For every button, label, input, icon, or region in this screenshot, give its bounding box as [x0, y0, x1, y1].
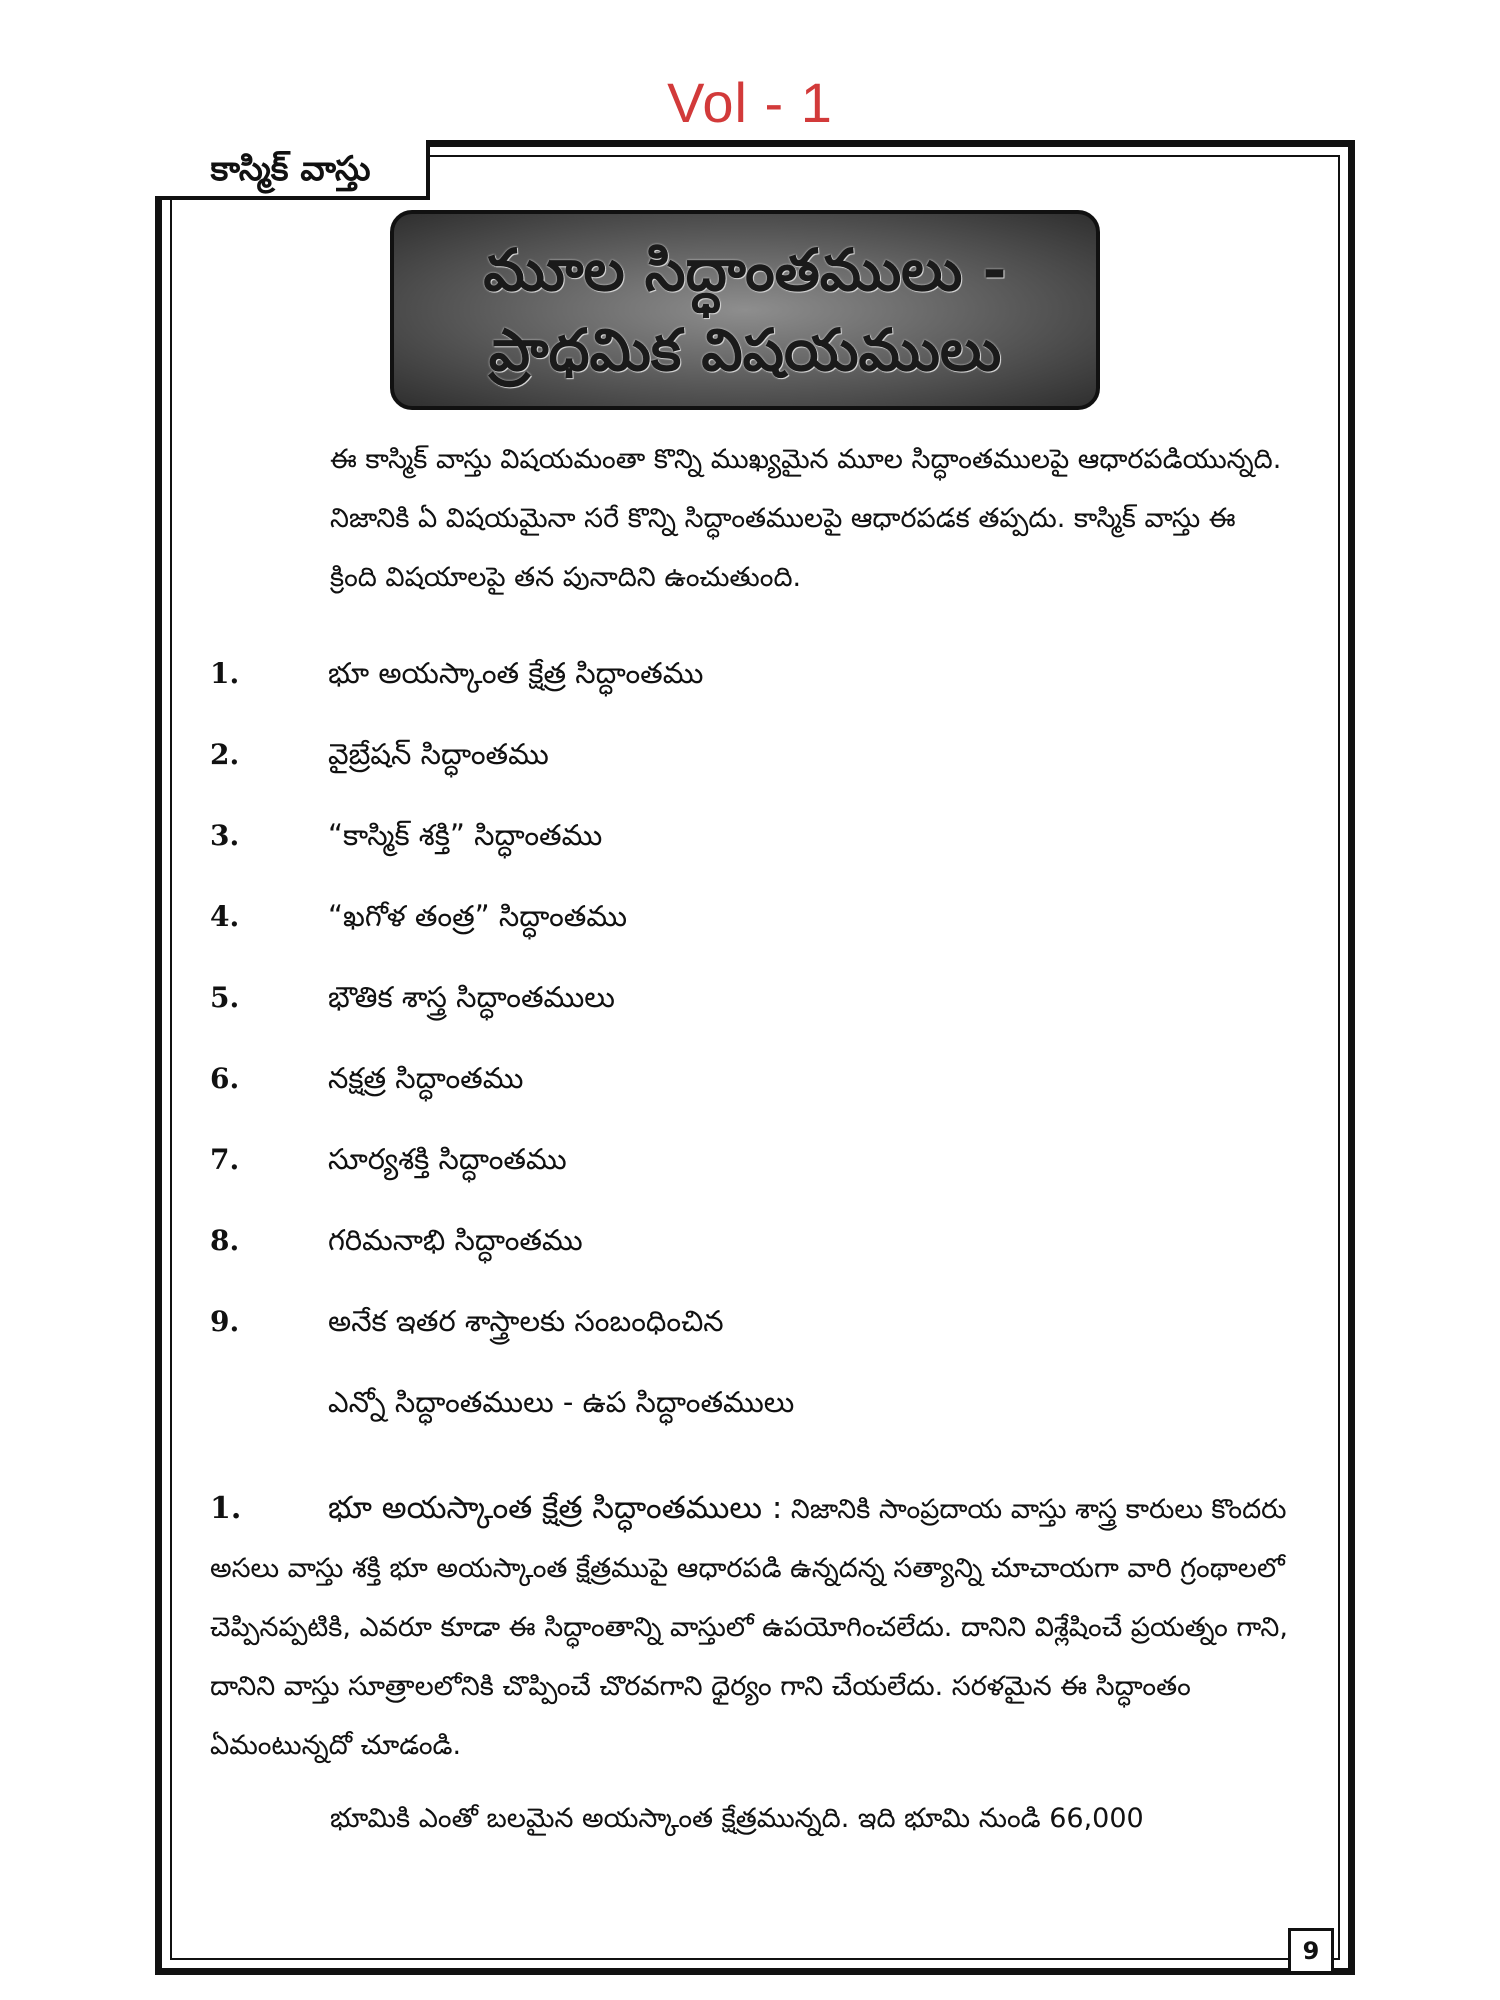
section-body-text: నిజానికి సాంప్రదాయ వాస్తు శాస్త్ర కారులు కొందరు అసలు వాస్తు శక్తి భూ అయస్కాంత క్షేత్రముపై ఆధారపడి ఉన్నదన్న సత్యాన్ని చూచాయగా వారి గ్రంథాలలో చెప్పినప్పటికి, ఎవరూ కూడా ఈ సిద్ధాంతాన్ని వాస్తులో ఉపయోగించలేదు. దానిని విశ్లేషించే ప్రయత్నం గాని, దానిని వాస్తు సూత్రాలలోనికి చొప్పించే చొరవగాని ధైర్యం గాని చేయలేదు. సరళమైన ఈ సిద్ధాంతం ఏమంటున్నదో చూడండి.: [210, 1494, 1288, 1761]
list-item-number: 1.: [210, 657, 240, 690]
list-item: [210, 876, 1290, 957]
list-item: [210, 714, 1290, 795]
section-heading: భూ అయస్కాంత క్షేత్ర సిద్ధాంతములు :: [328, 1490, 783, 1526]
list-item-continuation: ఎన్నో సిద్ధాంతములు - ఉప సిద్ధాంతములు: [328, 1385, 795, 1419]
list-item-text: “కాస్మిక్ శక్తి” సిద్ధాంతము: [328, 818, 603, 852]
list-item-number: 4.: [210, 900, 240, 933]
list-item-text: వైబ్రేషన్ సిద్ధాంతము: [328, 737, 549, 771]
list-item-text: “ఖగోళ తంత్ర” సిద్ధాంతము: [328, 899, 628, 933]
list-item-number: 2.: [210, 738, 240, 771]
list-item-number: 9.: [210, 1305, 240, 1338]
page-number: 9: [1288, 1928, 1334, 1974]
page-content: [210, 430, 1290, 1848]
book-header-tab: కాస్మిక్ వాస్తు: [155, 140, 430, 200]
list-item-number: 5.: [210, 981, 240, 1014]
list-item-text: గరిమనాభి సిద్ధాంతము: [328, 1223, 583, 1257]
chapter-title-line-1: మూల సిద్ధాంతములు -: [483, 236, 1007, 304]
chapter-title-line-2: ప్రాధమిక విషయములు: [488, 316, 1002, 384]
list-item-text: సూర్యశక్తి సిద్ధాంతము: [328, 1142, 567, 1176]
principles-list: [210, 633, 1290, 1443]
section-1-paragraph-2: భూమికి ఎంతో బలమైన అయస్కాంత క్షేత్రమున్నది. ఇది భూమి నుండి 66,000: [330, 1803, 1144, 1834]
list-item-number: 6.: [210, 1062, 240, 1095]
list-item: [210, 1281, 1290, 1362]
section-number: 1.: [210, 1491, 242, 1526]
chapter-title-box: [390, 210, 1100, 410]
list-item-number: 7.: [210, 1143, 240, 1176]
section-1-paragraph: [210, 1479, 1290, 1775]
list-item-number: 3.: [210, 819, 240, 852]
intro-paragraph: ఈ కాస్మిక్ వాస్తు విషయమంతా కొన్ని ముఖ్యమైన మూల సిద్ధాంతములపై ఆధారపడియున్నది. నిజానికి ఏ విషయమైనా సరే కొన్ని సిద్ధాంతములపై ఆధారపడక తప్పదు. కాస్మిక్ వాస్తు ఈ క్రింది విషయాలపై తన పునాదిని ఉంచుతుంది.: [330, 444, 1282, 593]
list-item-text: అనేక ఇతర శాస్త్రాలకు సంబంధించిన: [328, 1304, 724, 1338]
list-item: [210, 633, 1290, 714]
list-item-text: భౌతిక శాస్త్ర సిద్ధాంతములు: [328, 980, 615, 1014]
volume-label: Vol - 1: [667, 71, 833, 134]
list-item: [210, 957, 1290, 1038]
list-item-text: భూ అయస్కాంత క్షేత్ర సిద్ధాంతము: [328, 656, 704, 690]
list-item: [210, 795, 1290, 876]
section-1: [210, 1479, 1290, 1848]
list-item: [210, 1119, 1290, 1200]
list-item-text: నక్షత్ర సిద్ధాంతము: [328, 1061, 524, 1095]
list-item: [210, 1200, 1290, 1281]
list-item-number: 8.: [210, 1224, 240, 1257]
list-item: [210, 1038, 1290, 1119]
